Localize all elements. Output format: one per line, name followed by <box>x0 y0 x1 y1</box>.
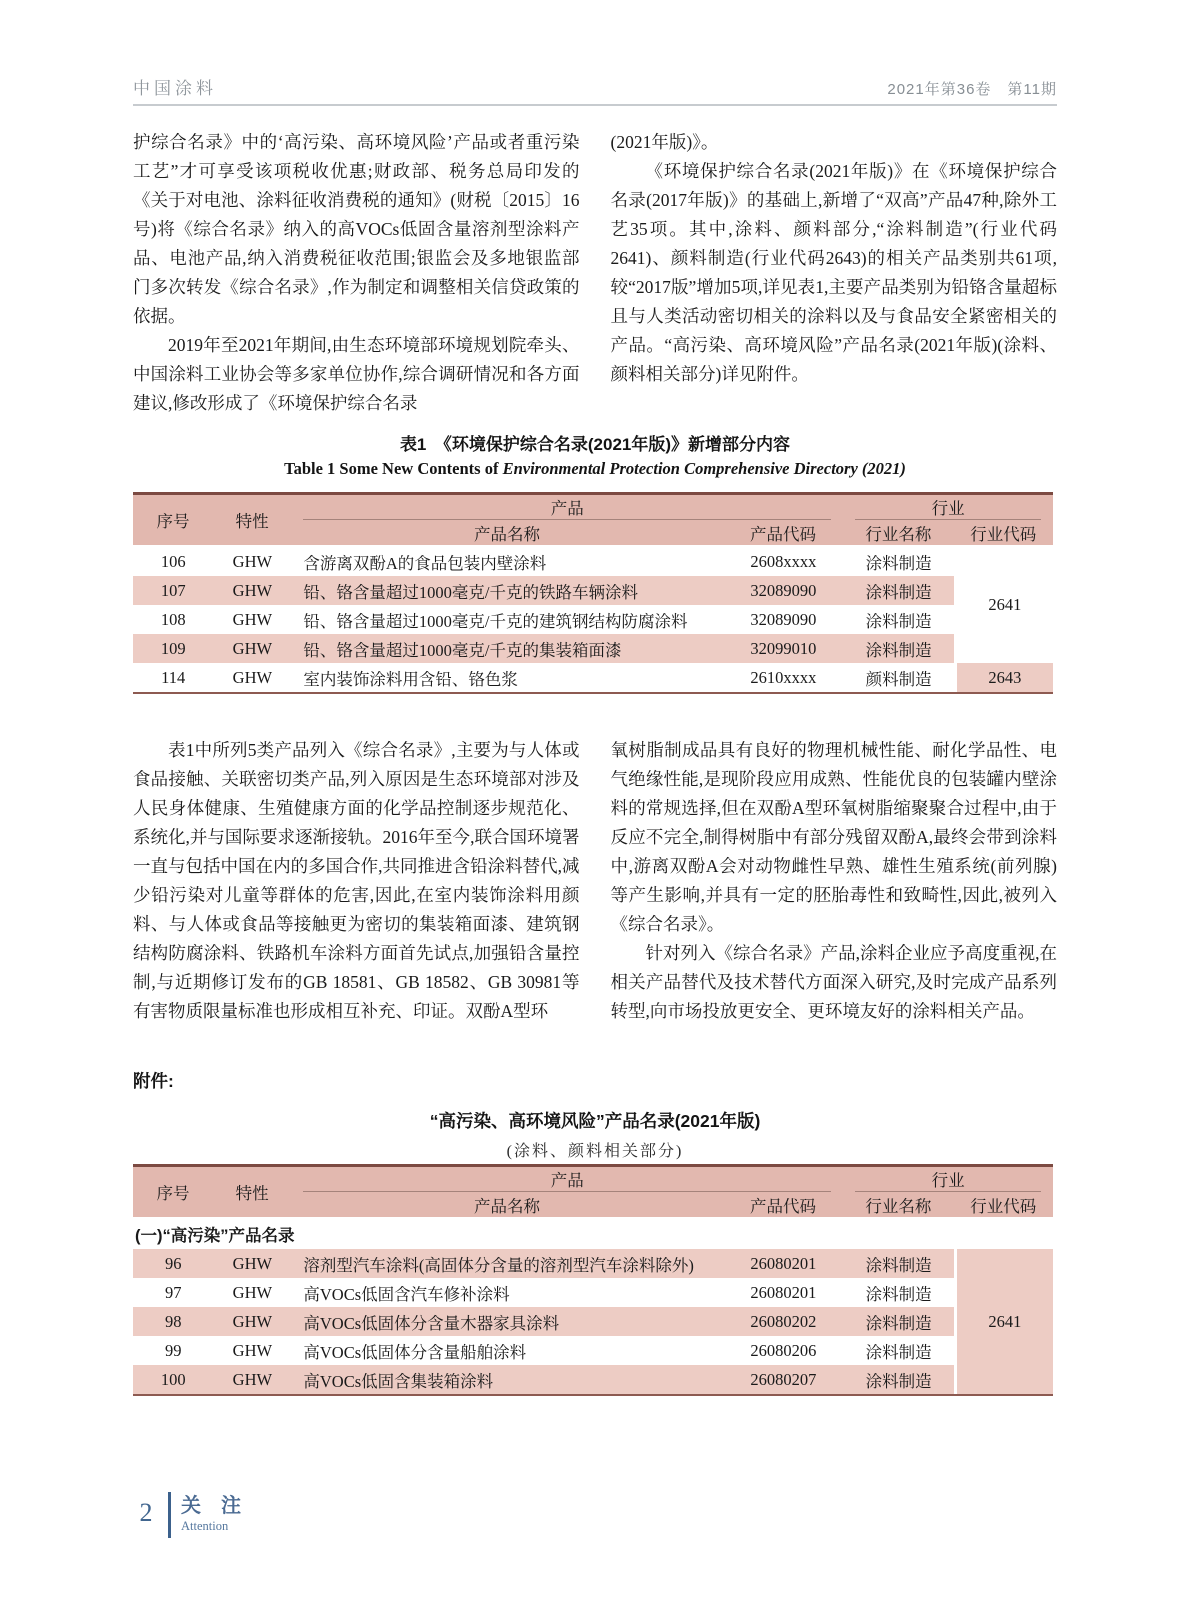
col-header-no: 序号 <box>156 1184 190 1203</box>
col-header-product: 产品 <box>550 499 584 518</box>
cell-product-code: 32099010 <box>750 638 817 658</box>
cell-product-name: 高VOCs低固含集装箱涂料 <box>303 1371 494 1391</box>
cell-attr: GHW <box>232 638 273 658</box>
col-header-attr: 特性 <box>235 1184 269 1203</box>
page-footer <box>130 1492 241 1538</box>
table-row <box>133 1365 1053 1394</box>
article-top-columns <box>133 128 1057 418</box>
table2 <box>133 1164 1053 1396</box>
header-rule <box>133 104 1057 106</box>
paragraph: 护综合名录》中的‘高污染、高环境风险’产品或者重污染工艺”才可享受该项税收优惠;财政部、税务总局印发的《关于对电池、涂料征收消费税的通知》(财税〔2015〕16号)将《综合名录》纳入的高VOCs低固含量溶剂型涂料产品、电池产品,纳入消费税征收范围;银监会及多地银监部门多次转发《综合名录》,作为制定和调整相关信贷政策的依据。 <box>133 132 580 326</box>
paragraph: 表1中所列5类产品列入《综合名录》,主要为与人体或食品接触、关联密切类产品,列入原因是生态环境部对涉及人民身体健康、生殖健康方面的化学品控制逐步规范化、系统化,并与国际要求逐渐接轨。2016年至今,联合国环境署一直与包括中国在内的多国合作,共同推进含铅涂料替代,减少铅污染对儿童等群体的危害,因此,在室内装饰涂料用颜料、与人体或食品等接触更为密切的集装箱面漆、建筑钢结构防腐涂料、铁路机车涂料方面首先试点,加强铅含量控制,与近期修订发布的GB 18581、GB 18582、GB 30981等有害物质限量标准也形成相互补充、印证。双酚A型环 <box>133 740 580 1021</box>
paragraph: (2021年版)》。 <box>610 132 719 152</box>
cell-no: 106 <box>160 551 186 571</box>
col-header-product-code: 产品代码 <box>750 524 817 544</box>
attachment-label: 附件: <box>133 1071 174 1091</box>
cell-product-code: 26080206 <box>750 1340 817 1360</box>
cell-industry-name: 涂料制造 <box>865 582 932 602</box>
cell-industry-code-merged: 2641 <box>957 1249 1053 1394</box>
table2-header <box>133 1167 1053 1219</box>
table-row <box>133 1307 1053 1336</box>
cell-product-code: 32089090 <box>750 609 817 629</box>
cell-no: 97 <box>164 1282 182 1302</box>
col-header-industry-code: 行业代码 <box>970 524 1037 544</box>
paragraph: 针对列入《综合名录》产品,涂料企业应予高度重视,在相关产品替代及技术替代方面深入研究,及时完成产品系列转型,向市场投放更安全、更环境友好的涂料相关产品。 <box>610 943 1057 1021</box>
cell-product-name: 铅、铬含量超过1000毫克/千克的集装箱面漆 <box>303 640 622 660</box>
col-header-industry: 行业 <box>931 499 965 518</box>
table1-header <box>133 495 1053 547</box>
col-header-product-name: 产品名称 <box>474 524 541 544</box>
cell-no: 108 <box>160 609 186 629</box>
table1-caption-en <box>133 459 1057 479</box>
cell-attr: GHW <box>232 551 273 571</box>
table-row <box>133 1249 1053 1278</box>
col-header-industry-code: 行业代码 <box>970 1196 1037 1216</box>
attachment-subtitle: (涂料、颜料相关部分) <box>506 1143 684 1160</box>
cell-no: 96 <box>164 1253 182 1273</box>
col-group-industry <box>843 1167 1053 1217</box>
col-header-industry-name: 行业名称 <box>865 1196 932 1216</box>
mid-right-column <box>611 736 1058 1026</box>
cell-product-name: 含游离双酚A的食品包装内壁涂料 <box>303 553 547 573</box>
paragraph: 2019年至2021年期间,由生态环境部环境规划院牵头、中国涂料工业协会等多家单位协作,综合调研情况和各方面建议,修改形成了《环境保护综合名录 <box>133 335 580 413</box>
cell-attr: GHW <box>232 580 273 600</box>
caption-en-title: Environmental Protection Comprehensive Directory (2021) <box>502 459 906 478</box>
cell-no: 109 <box>160 638 186 658</box>
cell-no: 107 <box>160 580 186 600</box>
paragraph: 《环境保护综合名录(2021年版)》在《环境保护综合名录(2017年版)》的基础上,新增了“双高”产品47种,除外工艺35项。其中,涂料、颜料部分,“涂料制造”(行业代码2641)、颜料制造(行业代码2643)的相关产品类别共61项,较“2017版”增加5项,详见表1,主要产品类别为铅铬含量超标且与人类活动密切相关的涂料以及与食品安全紧密相关的产品。“高污染、高环境风险”产品名录(2021年版)(涂料、颜料相关部分)详见附件。 <box>610 161 1057 384</box>
journal-name: 中国涂料 <box>133 79 217 98</box>
cell-no: 100 <box>160 1369 186 1389</box>
cell-product-name: 高VOCs低固体分含量木器家具涂料 <box>303 1313 560 1333</box>
cell-no: 114 <box>161 667 186 687</box>
table-row <box>133 1278 1053 1307</box>
cell-product-name: 溶剂型汽车涂料(高固体分含量的溶剂型汽车涂料除外) <box>303 1255 694 1275</box>
col-header-product-name: 产品名称 <box>474 1196 541 1216</box>
cell-industry-code-merged: 2641 <box>957 547 1053 663</box>
table-row <box>133 1336 1053 1365</box>
cell-product-code: 2610xxxx <box>750 667 817 687</box>
cell-attr: GHW <box>232 1311 273 1331</box>
footer-section <box>181 1492 241 1534</box>
cell-attr: GHW <box>232 609 273 629</box>
col-header-product: 产品 <box>550 1171 584 1190</box>
col-header-industry: 行业 <box>931 1171 965 1190</box>
cell-product-name: 高VOCs低固体分含量船舶涂料 <box>303 1342 527 1362</box>
cell-industry-name: 涂料制造 <box>865 1255 932 1275</box>
cell-attr: GHW <box>232 1253 273 1273</box>
cell-industry-name: 涂料制造 <box>865 1342 932 1362</box>
cell-product-name: 铅、铬含量超过1000毫克/千克的铁路车辆涂料 <box>303 582 638 602</box>
cell-industry-name: 涂料制造 <box>865 1313 932 1333</box>
cell-industry-code: 2643 <box>957 663 1053 692</box>
paragraph: 氧树脂制成品具有良好的物理机械性能、耐化学品性、电气绝缘性能,是现阶段应用成熟、性能优良的包装罐内壁涂料的常规选择,但在双酚A型环氧树脂缩聚聚合过程中,由于反应不完全,制得树脂中有部分残留双酚A,最终会带到涂料中,游离双酚A会对动物雌性早熟、雄性生殖系统(前列腺)等产生影响,并具有一定的胚胎毒性和致畸性,因此,被列入《综合名录》。 <box>610 740 1057 934</box>
col-header-product-code: 产品代码 <box>750 1196 817 1216</box>
cell-product-code: 2608xxxx <box>750 551 817 571</box>
top-right-column <box>611 128 1058 418</box>
cell-industry-name: 涂料制造 <box>865 611 932 631</box>
col-group-product <box>291 1167 843 1217</box>
cell-product-code: 26080207 <box>750 1369 817 1389</box>
col-header-industry-name: 行业名称 <box>865 524 932 544</box>
cell-industry-name: 涂料制造 <box>865 1284 932 1304</box>
cell-no: 98 <box>164 1311 182 1331</box>
table-row <box>133 634 1053 663</box>
cell-product-name: 铅、铬含量超过1000毫克/千克的建筑钢结构防腐涂料 <box>303 611 688 631</box>
cell-product-code: 32089090 <box>750 580 817 600</box>
attachment-title: “高污染、高环境风险”产品名录(2021年版) <box>429 1111 761 1131</box>
cell-industry-name: 涂料制造 <box>865 1371 932 1391</box>
top-left-column <box>133 128 580 418</box>
col-header-attr: 特性 <box>235 512 269 531</box>
page-number: 2 <box>139 1498 153 1527</box>
issue-info: 2021年第36卷 第11期 <box>887 81 1057 98</box>
cell-attr: GHW <box>232 1282 273 1302</box>
table1 <box>133 492 1053 694</box>
col-group-product <box>291 495 843 545</box>
cell-attr: GHW <box>232 667 273 687</box>
table-row <box>133 576 1053 605</box>
col-header-no: 序号 <box>156 512 190 531</box>
caption-en-prefix: Table 1 Some New Contents of <box>284 459 503 478</box>
cell-industry-name: 涂料制造 <box>865 640 932 660</box>
footer-section-zh: 关 注 <box>181 1495 241 1517</box>
table-row <box>133 605 1053 634</box>
table-row <box>133 547 1053 576</box>
cell-product-name: 高VOCs低固含汽车修补涂料 <box>303 1284 510 1304</box>
cell-product-name: 室内装饰涂料用含铅、铬色浆 <box>303 669 518 689</box>
table1-caption-zh: 表1 《环境保护综合名录(2021年版)》新增部分内容 <box>399 435 791 454</box>
mid-left-column <box>133 736 580 1026</box>
cell-product-code: 26080201 <box>750 1253 817 1273</box>
cell-attr: GHW <box>232 1369 273 1389</box>
cell-product-code: 26080201 <box>750 1282 817 1302</box>
article-mid-columns <box>133 736 1057 1026</box>
table-row <box>133 663 1053 692</box>
cell-attr: GHW <box>232 1340 273 1360</box>
footer-divider <box>168 1492 171 1538</box>
cell-industry-name: 颜料制造 <box>865 669 932 689</box>
col-group-industry <box>843 495 1053 545</box>
cell-product-code: 26080202 <box>750 1311 817 1331</box>
footer-section-en: Attention <box>181 1519 229 1533</box>
cell-industry-name: 涂料制造 <box>865 553 932 573</box>
table-section-title: (一)“高污染”产品名录 <box>133 1219 1053 1249</box>
cell-no: 99 <box>164 1340 182 1360</box>
